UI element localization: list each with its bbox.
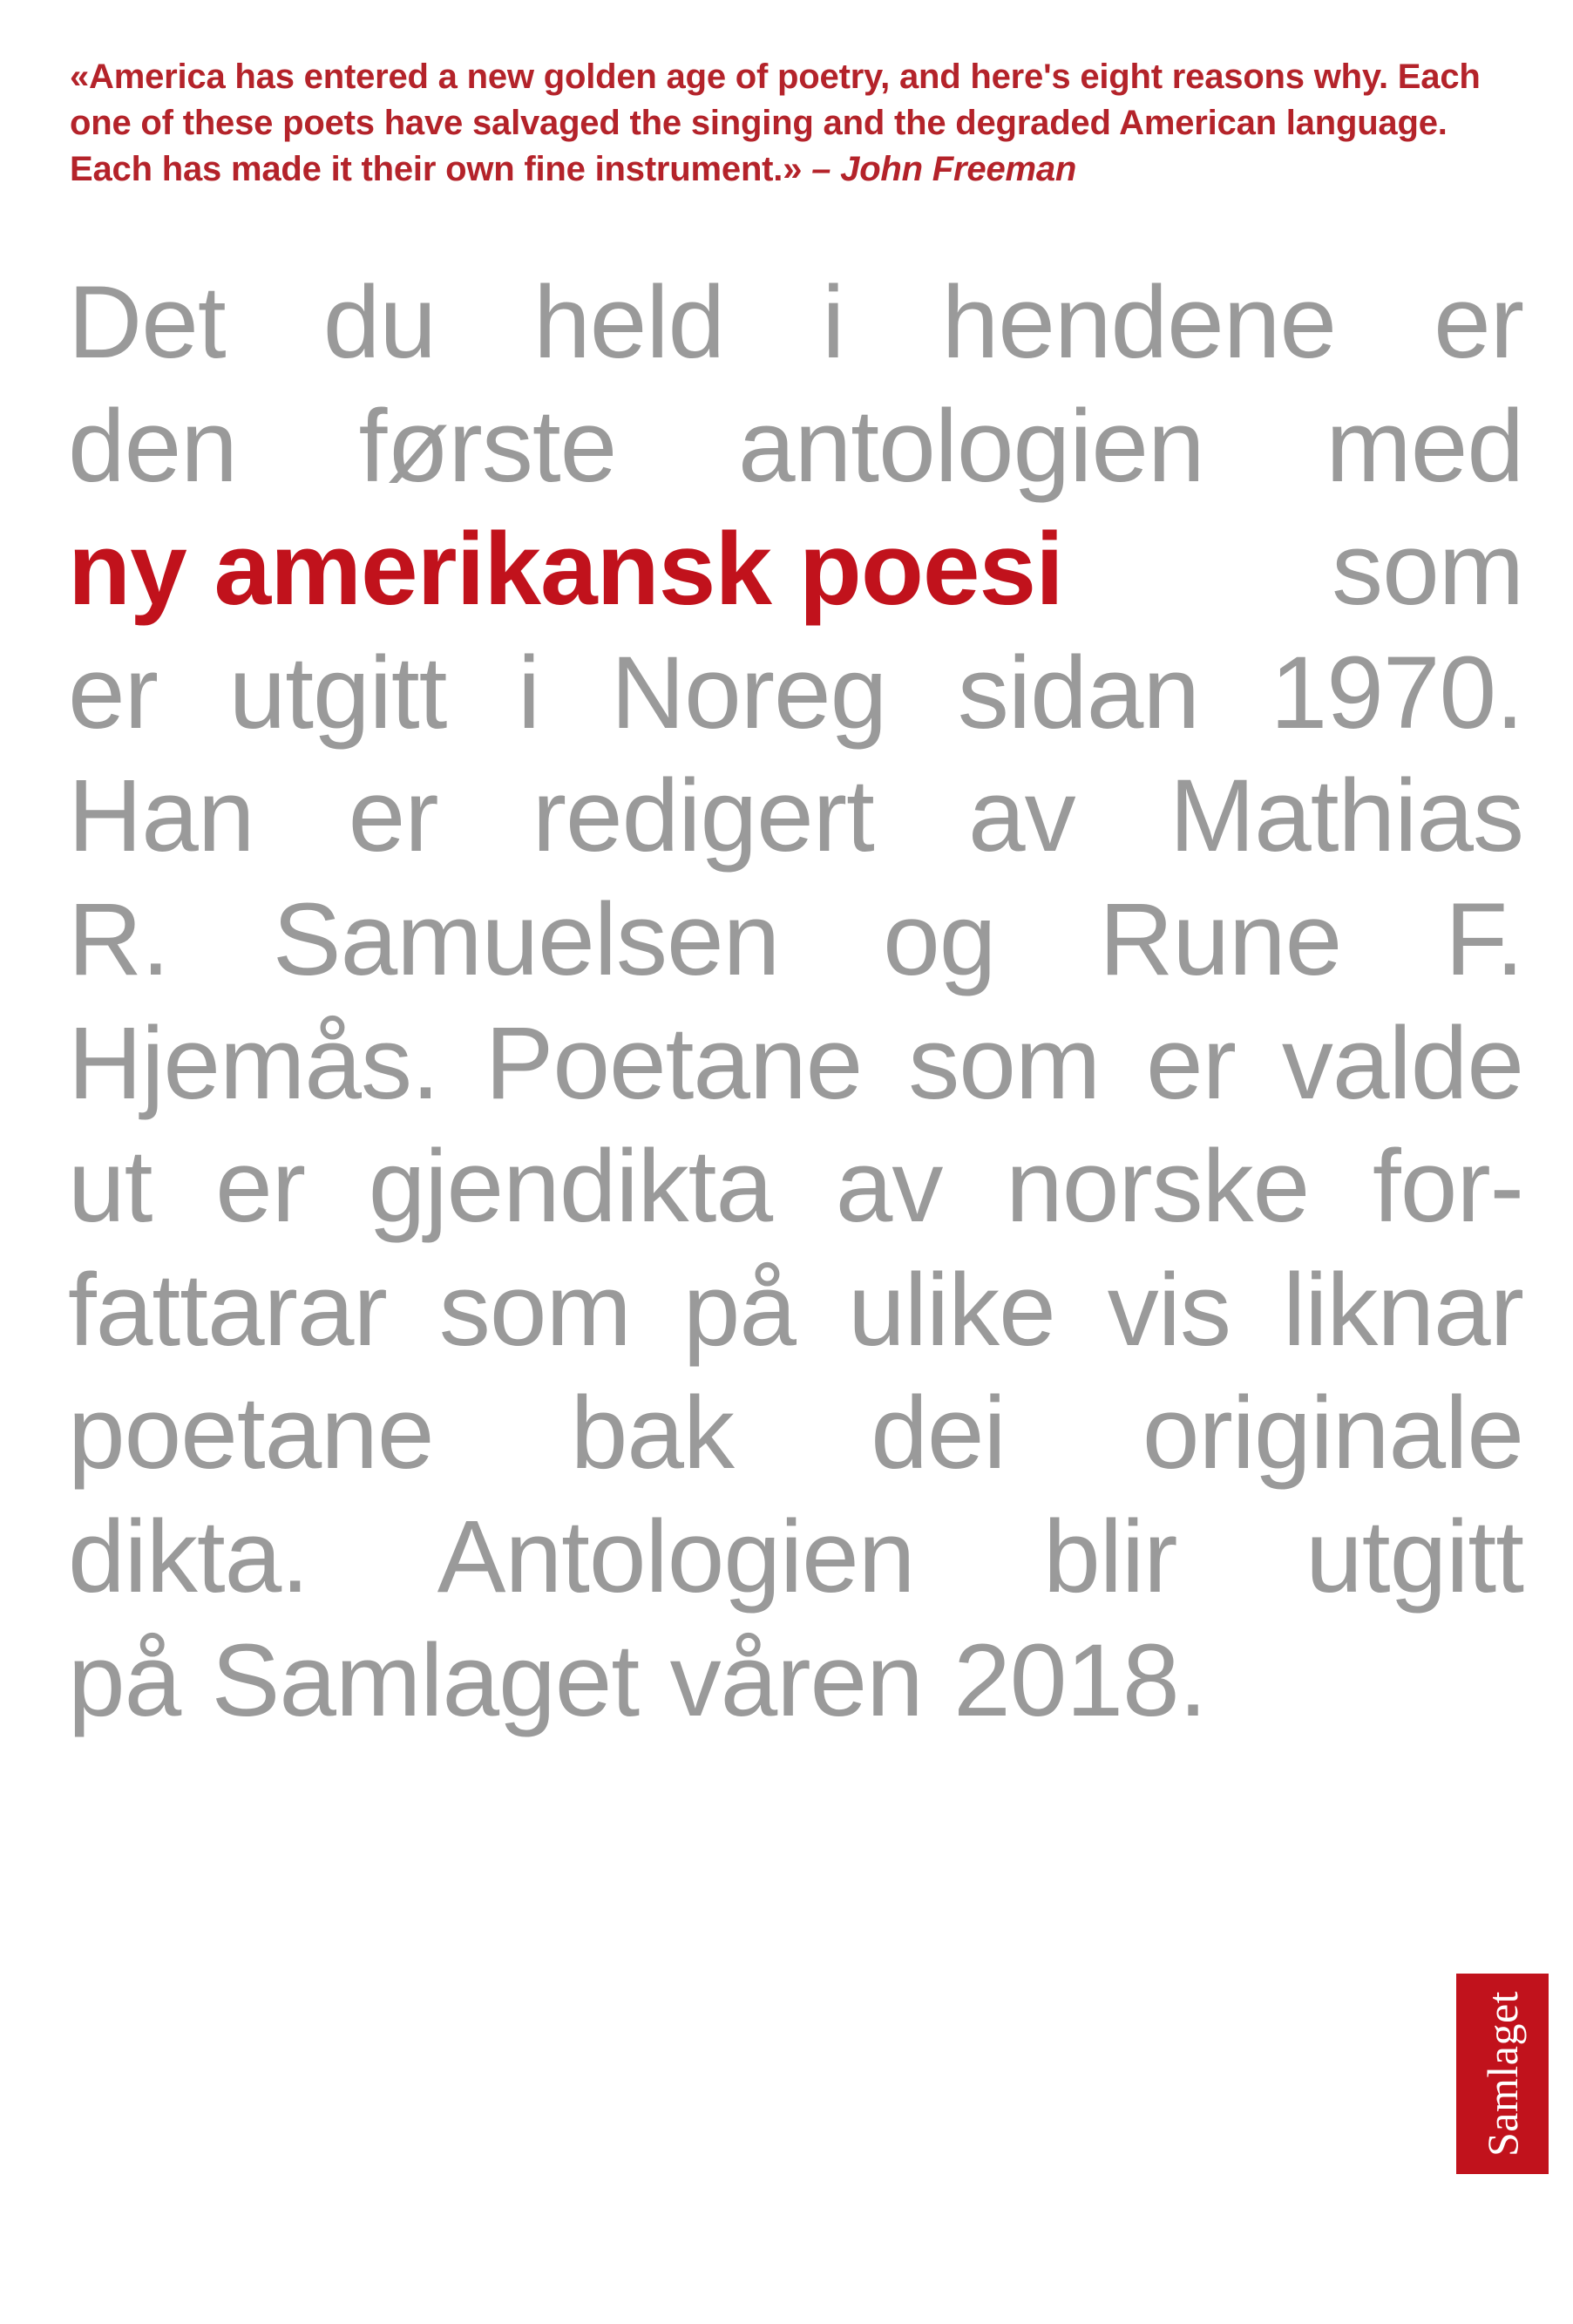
blurb-word: på — [682, 1252, 797, 1368]
blurb-line — [68, 1496, 1523, 1620]
blurb-word: dikta. — [68, 1498, 309, 1614]
pull-quote-text: «America has entered a new golden age of poetry, and here's eight reasons why. Each one of these poets have salvaged the singing and the degraded American language. Each has made it their own fine instrument.» — [70, 58, 1481, 189]
blurb-word: første — [358, 388, 617, 504]
blurb-word: redigert — [532, 758, 874, 874]
pull-quote-attribution: – John Freeman — [811, 150, 1077, 189]
blurb-line — [68, 508, 1523, 632]
blurb-word: Det — [68, 265, 226, 380]
blurb-word: som — [1332, 512, 1523, 628]
blurb-line — [68, 1620, 1523, 1743]
blurb-word: poetane — [68, 1376, 434, 1492]
blurb-text — [68, 262, 1523, 1743]
blurb-word: hendene — [941, 265, 1336, 380]
blurb-word: ulike — [848, 1252, 1055, 1368]
blurb-line — [68, 1002, 1523, 1126]
blurb-word: Poetane — [485, 1005, 863, 1121]
blurb-word: våren — [669, 1622, 923, 1738]
blurb-word: blir — [1043, 1498, 1177, 1614]
blurb-word: held — [533, 265, 725, 380]
blurb-word: i — [822, 265, 844, 380]
blurb-word: dei — [871, 1376, 1006, 1492]
blurb-word: som — [438, 1252, 631, 1368]
blurb-word: av — [968, 758, 1075, 874]
blurb-word: er — [1146, 1005, 1236, 1121]
blurb-word: R. — [68, 881, 169, 997]
blurb-word: med — [1326, 388, 1523, 504]
blurb-word: er — [215, 1129, 306, 1245]
blurb-line — [68, 1372, 1523, 1496]
blurb-word: utgitt — [1305, 1498, 1523, 1614]
blurb-word: Samlaget — [211, 1622, 640, 1738]
blurb-word: liknar — [1283, 1252, 1523, 1368]
blurb-word: norske — [1006, 1129, 1310, 1245]
blurb-word: av — [835, 1129, 943, 1245]
blurb-word: er — [68, 635, 158, 751]
blurb-word: originale — [1142, 1376, 1523, 1492]
blurb-line — [68, 1249, 1523, 1373]
blurb-word: Noreg — [610, 635, 887, 751]
blurb-word: du — [322, 265, 436, 380]
blurb-word: F. — [1445, 881, 1523, 997]
blurb-word: er — [348, 758, 438, 874]
blurb-word: i — [518, 635, 540, 751]
blurb-word: Hjemås. — [68, 1005, 439, 1121]
blurb-word: er — [1434, 265, 1523, 380]
blurb-word: sidan — [957, 635, 1200, 751]
blurb-word: Samuelsen — [272, 881, 780, 997]
blurb-word: 2018. — [953, 1622, 1207, 1738]
blurb-word: utgitt — [228, 635, 447, 751]
blurb-line — [68, 632, 1523, 756]
blurb-word: Han — [68, 758, 254, 874]
blurb-line — [68, 262, 1523, 385]
pull-quote — [70, 54, 1529, 194]
blurb-word: valde — [1281, 1005, 1523, 1121]
blurb-highlight-phrase: ny amerikansk poesi — [68, 512, 1063, 628]
blurb-line — [68, 755, 1523, 879]
blurb-word: vis — [1107, 1252, 1231, 1368]
blurb-line — [68, 1125, 1523, 1249]
blurb-word: bak — [570, 1376, 735, 1492]
blurb-word: for- — [1372, 1129, 1523, 1245]
publisher-logo — [1456, 1974, 1549, 2174]
blurb-word: gjendikta — [368, 1129, 773, 1245]
blurb-word: fattarar — [68, 1252, 387, 1368]
blurb-line — [68, 879, 1523, 1002]
blurb-word: på — [68, 1622, 181, 1738]
blurb-word: Antologien — [437, 1498, 915, 1614]
blurb-word: som — [908, 1005, 1101, 1121]
publisher-logo-label: Samlaget — [1478, 1990, 1527, 2158]
blurb-word: antologien — [738, 388, 1204, 504]
blurb-word: og — [883, 881, 996, 997]
blurb-word: den — [68, 388, 237, 504]
blurb-word: Mathias — [1169, 758, 1523, 874]
blurb-word: 1970. — [1270, 635, 1523, 751]
blurb-word: ut — [68, 1129, 153, 1245]
blurb-line — [68, 385, 1523, 509]
blurb-word: Rune — [1099, 881, 1342, 997]
